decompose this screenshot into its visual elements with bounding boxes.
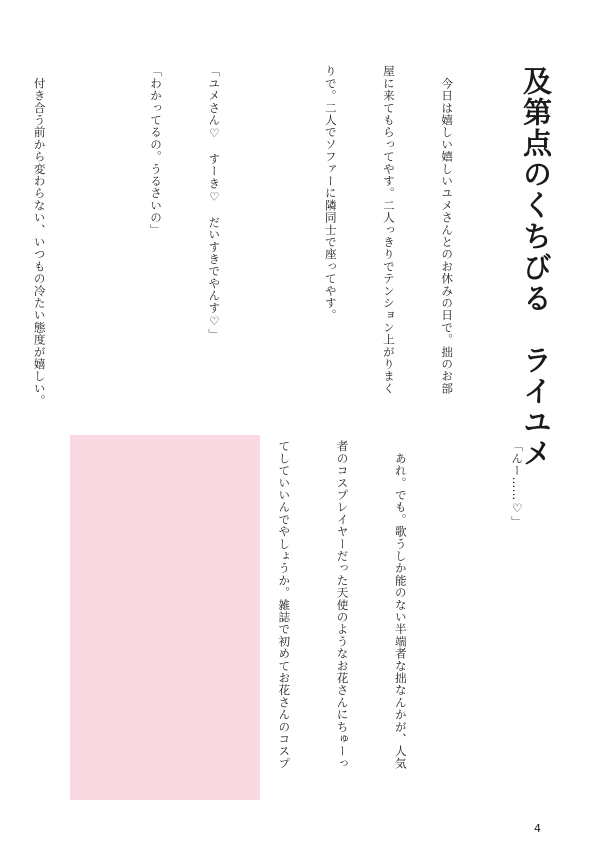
text-line: 者のコスプレイヤーだった天使のようなお花さんにちゅーっ [335,440,350,770]
text-line [41,440,60,800]
text-line: 「わかってるの。うるさいの」 [149,65,164,236]
text-line: りで。二人でソファーに隣同士で座ってやす。 [323,65,338,322]
text-line [0,440,2,800]
text-line: てしていいんでやしょうか。雑誌で初めてお花さんのコスプ [277,440,292,770]
text-line: 今日は嬉しい嬉しいユメさんとのお休みの日で。拙のお部 [440,65,455,395]
text-line [449,440,468,800]
lower-text-block [275,440,565,800]
text-line: 「ユメさん♡ すーき♡ だいすきでやんす♡」 [207,65,222,341]
text-line [262,65,281,420]
text-line [87,65,106,420]
text-line: あれ。でも。歌うしか能のない半端者な拙なんかが、人気 [393,440,408,770]
page-number: 4 [534,822,541,835]
pink-illustration-box [70,435,260,800]
text-line: 屋に来てもらってやす。二人っきりでテンション上がりまく [381,65,396,395]
text-line: 「んー……♡」 [510,440,525,528]
story-title: 及第点のくちびる ライユメ [519,66,553,469]
text-line: 付き合う前から変わらない、いつもの冷たい態度が嬉しい。 [32,65,47,407]
upper-text-block [32,65,495,420]
